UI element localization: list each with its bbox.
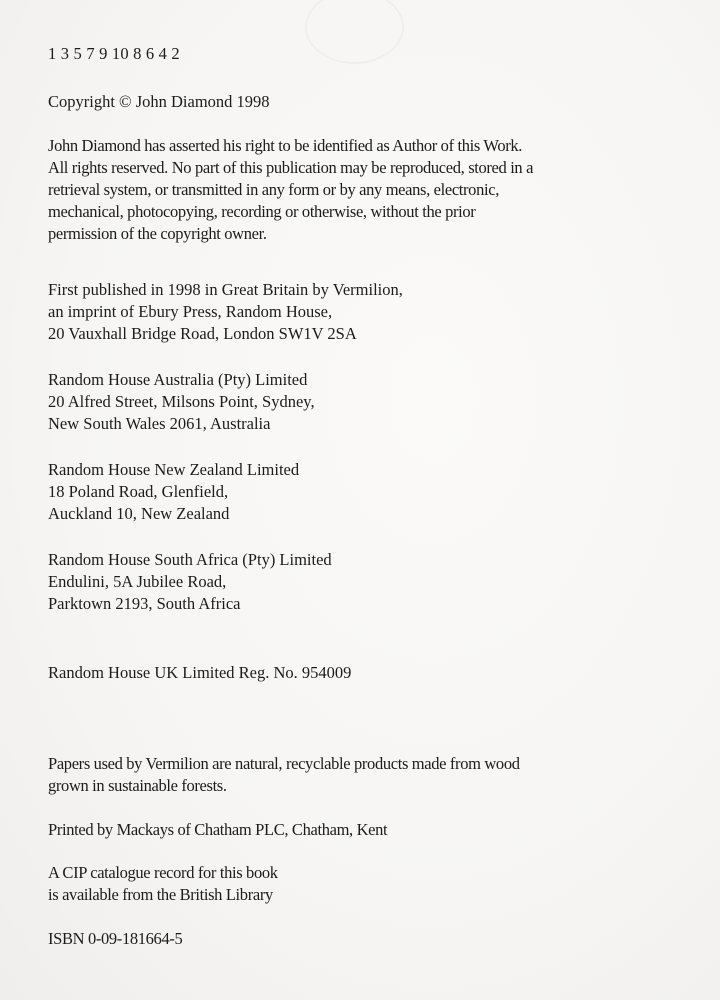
south-africa-address (48, 549, 332, 615)
address-line: Random House South Africa (Pty) Limited (48, 550, 332, 569)
copyright-notice: Copyright © John Diamond 1998 (48, 92, 270, 111)
address-line: Parktown 2193, South Africa (48, 594, 241, 613)
cip-record (48, 862, 278, 906)
rights-statement (48, 135, 533, 245)
address-line: Random House Australia (Pty) Limited (48, 370, 308, 389)
rights-line: permission of the copyright owner. (48, 224, 267, 243)
address-line: 20 Alfred Street, Milsons Point, Sydney, (48, 392, 315, 411)
isbn: ISBN 0-09-181664-5 (48, 929, 183, 948)
address-line: New South Wales 2061, Australia (48, 414, 271, 433)
first-published-block (48, 279, 403, 345)
rights-line: mechanical, photocopying, recording or otherwise, without the prior (48, 202, 476, 221)
first-published-line: First published in 1998 in Great Britain by Vermilion, (48, 280, 403, 299)
printing-line: 1 3 5 7 9 10 8 6 4 2 (48, 44, 180, 63)
new-zealand-address (48, 459, 299, 525)
show-through-mark (305, 0, 404, 64)
address-line: Endulini, 5A Jubilee Road, (48, 572, 227, 591)
printer-credit: Printed by Mackays of Chatham PLC, Chatham, Kent (48, 820, 388, 839)
papers-statement (48, 753, 520, 797)
address-line: 18 Poland Road, Glenfield, (48, 482, 229, 501)
rights-line: retrieval system, or transmitted in any form or by any means, electronic, (48, 180, 499, 199)
cip-line: A CIP catalogue record for this book (48, 863, 278, 882)
papers-line: grown in sustainable forests. (48, 776, 227, 795)
rights-line: John Diamond has asserted his right to be identified as Author of this Work. (48, 136, 523, 155)
papers-line: Papers used by Vermilion are natural, recyclable products made from wood (48, 754, 520, 773)
first-published-line: an imprint of Ebury Press, Random House, (48, 302, 333, 321)
address-line: Random House New Zealand Limited (48, 460, 300, 479)
uk-registration: Random House UK Limited Reg. No. 954009 (48, 663, 352, 682)
address-line: Auckland 10, New Zealand (48, 504, 230, 523)
rights-line: All rights reserved. No part of this publication may be reproduced, stored in a (48, 158, 534, 177)
cip-line: is available from the British Library (48, 885, 273, 904)
australia-address (48, 369, 315, 435)
first-published-line: 20 Vauxhall Bridge Road, London SW1V 2SA (48, 324, 357, 343)
